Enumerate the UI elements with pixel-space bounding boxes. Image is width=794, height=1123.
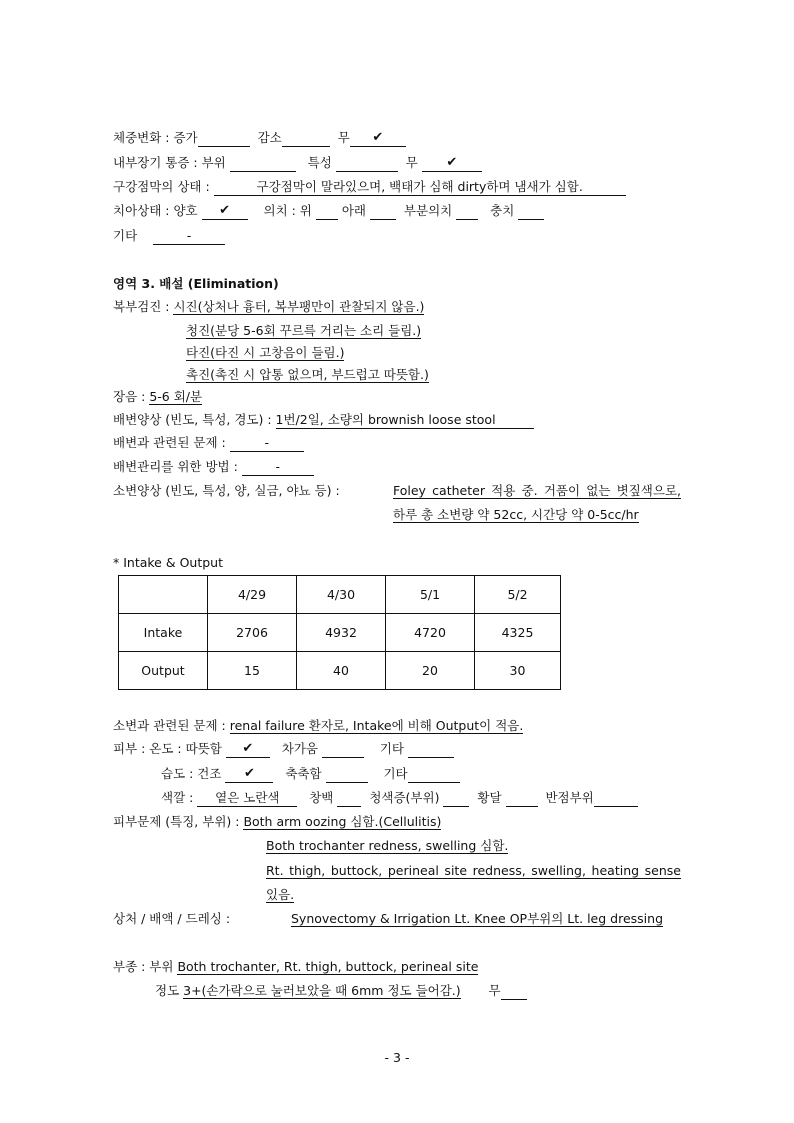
edema-row	[113, 958, 478, 976]
skin-problem-line3: Rt. thigh, buttock, perineal site redness, swelling, heating sense 있음.	[266, 863, 681, 902]
skin-temp-other-label: 기타	[379, 741, 408, 756]
table-header-date: 5/2	[475, 576, 561, 614]
table-row	[119, 614, 561, 652]
organ-pain-none-label: 무	[405, 155, 422, 170]
table-header-date: 5/1	[386, 576, 475, 614]
wound-value-block	[291, 907, 681, 931]
edema-degree-row	[155, 982, 527, 1000]
organ-pain-label: 내부장기 통증 : 부위	[113, 155, 230, 170]
skin-cyanosis-blank	[443, 791, 469, 807]
check-mark-icon: ✔	[242, 741, 254, 756]
skin-cyanosis-label: 청색증(부위)	[369, 790, 444, 805]
urine-value-block	[393, 479, 681, 527]
urine-label: 소변양상 (빈도, 특성, 양, 실금, 야뇨 등) :	[113, 483, 340, 498]
edema-none-blank	[501, 984, 527, 1000]
stool-label: 배변양상 (빈도, 특성, 경도) :	[113, 412, 276, 427]
skin-problem-block-3	[266, 859, 681, 907]
section3-title: 영역 3. 배설 (Elimination)	[113, 276, 279, 291]
teeth-partial-blank	[456, 204, 478, 220]
check-mark-icon: ✔	[243, 766, 255, 781]
abdomen-row-4	[186, 366, 429, 384]
other-row	[113, 227, 225, 245]
teeth-denture-label: 의치 : 위	[263, 203, 316, 218]
skin-moist-label: 습도 : 건조	[161, 766, 226, 781]
bowel-sound-label: 장음 :	[113, 389, 150, 404]
teeth-upper-blank	[316, 204, 338, 220]
teeth-cavity-blank	[518, 204, 544, 220]
skin-wet-label: 축축함	[285, 766, 326, 781]
table-header-date: 4/30	[297, 576, 386, 614]
teeth-cavity-label: 충치	[490, 203, 519, 218]
skin-temp-other-blank	[408, 742, 454, 758]
output-cell: 15	[208, 652, 297, 690]
stool-method-value: -	[242, 459, 314, 476]
skin-wet-blank	[326, 767, 368, 783]
check-mark-icon: ✔	[446, 155, 458, 170]
urine-problem-label: 소변과 관련된 문제 :	[113, 718, 230, 733]
abdomen-row-3	[186, 344, 344, 362]
skin-problem-line1: Both arm oozing 심함.(Cellulitis)	[243, 814, 442, 829]
weight-none-label: 무	[337, 130, 350, 145]
abdomen-row-1	[113, 298, 424, 316]
table-row	[119, 576, 561, 614]
skin-temp-row	[113, 740, 454, 758]
intake-cell: 4932	[297, 614, 386, 652]
skin-problem-label: 피부문제 (특징, 부위) :	[113, 814, 244, 829]
organ-pain-site-blank	[230, 156, 296, 172]
stool-problem-value: -	[230, 435, 304, 452]
edema-degree-label: 정도	[155, 983, 184, 998]
stool-problem-label: 배변과 관련된 문제 :	[113, 435, 230, 450]
abdomen-inspect: 시진(상처나 흉터, 복부팽만이 관찰되지 않음.)	[173, 299, 425, 314]
stool-value: 1번/2일, 소량의 brownish loose stool	[276, 412, 534, 429]
skin-color-value: 옅은 노란색	[197, 790, 297, 807]
skin-pale-blank	[337, 791, 361, 807]
organ-pain-none-blank	[422, 154, 482, 172]
oral-mucosa-value: 구강점막이 말라있으며, 백태가 심해 dirty하며 냄새가 심함.	[214, 179, 626, 196]
skin-color-label: 색깔 :	[161, 790, 198, 805]
urine-value: Foley catheter 적용 중. 거품이 없는 볏짚색으로, 하루 총 소변량 약 52cc, 시간당 약 0-5cc/hr	[393, 483, 681, 522]
urine-problem-value: renal failure 환자로, Intake에 비해 Output이 적음.	[229, 718, 524, 733]
abdomen-auscult: 청진(분당 5-6회 꾸르륵 거리는 소리 들림.)	[186, 323, 422, 338]
output-row-label: Output	[119, 652, 208, 690]
skin-temp-label: 피부 : 온도 : 따뜻함	[113, 741, 226, 756]
teeth-lower-blank	[370, 204, 396, 220]
edema-label: 부종 : 부위	[113, 959, 178, 974]
skin-jaundice-label: 황달	[477, 790, 506, 805]
table-header-date: 4/29	[208, 576, 297, 614]
intake-output-table	[118, 575, 561, 690]
urine-problem-row	[113, 717, 523, 735]
teeth-good-blank	[202, 202, 248, 220]
teeth-partial-label: 부분의치	[403, 203, 457, 218]
abdomen-percuss: 타진(타진 시 고창음이 들림.)	[186, 345, 345, 360]
stool-method-row	[113, 458, 314, 476]
abdomen-row-2	[186, 322, 421, 340]
intake-cell: 4720	[386, 614, 475, 652]
organ-pain-trait-label: 특성	[307, 155, 336, 170]
abdomen-palpate: 촉진(촉진 시 압통 없으며, 부드럽고 따뜻함.)	[186, 367, 429, 382]
edema-none-label: 무	[488, 983, 501, 998]
check-mark-icon: ✔	[219, 203, 231, 218]
output-cell: 20	[386, 652, 475, 690]
teeth-good-label: 치아상태 : 양호	[113, 203, 202, 218]
output-cell: 40	[297, 652, 386, 690]
stool-problem-row	[113, 434, 304, 452]
skin-cold-blank	[322, 742, 364, 758]
abdomen-label: 복부검진 :	[113, 299, 174, 314]
organ-pain-row	[113, 154, 482, 172]
teeth-lower-label: 아래	[341, 203, 370, 218]
edema-site: Both trochanter, Rt. thigh, buttock, perineal site	[177, 959, 479, 974]
skin-jaundice-blank	[506, 791, 538, 807]
skin-cold-label: 차가움	[281, 741, 322, 756]
weight-change-label: 체중변화 :	[113, 130, 174, 145]
skin-pale-label: 창백	[309, 790, 338, 805]
table-row	[119, 652, 561, 690]
skin-problem-line2: Both trochanter redness, swelling 심함.	[266, 838, 509, 853]
intake-cell: 2706	[208, 614, 297, 652]
weight-increase-blank	[198, 131, 250, 147]
skin-spot-label: 반점부위	[545, 790, 594, 805]
table-cell-empty	[119, 576, 208, 614]
skin-color-row	[161, 789, 638, 807]
other-value: -	[153, 228, 225, 245]
skin-problem-row	[113, 813, 441, 831]
check-mark-icon: ✔	[372, 130, 384, 145]
skin-moist-other-blank	[408, 767, 460, 783]
organ-pain-trait-blank	[336, 156, 398, 172]
skin-warm-blank	[226, 740, 270, 758]
skin-moist-row	[161, 765, 460, 783]
bowel-sound-row	[113, 388, 202, 406]
weight-increase-label: 증가	[173, 130, 198, 145]
skin-moist-other-label: 기타	[383, 766, 408, 781]
oral-mucosa-label: 구강점막의 상태 :	[113, 179, 214, 194]
wound-value: Synovectomy & Irrigation Lt. Knee OP부위의 Lt. leg dressing	[291, 911, 663, 926]
page-number: - 3 -	[384, 1050, 410, 1065]
bowel-sound-value: 5-6 회/분	[149, 389, 203, 404]
edema-degree: 3+(손가락으로 눌러보았을 때 6mm 정도 들어감.)	[183, 983, 461, 998]
skin-problem-row-2	[266, 837, 508, 855]
weight-change-row	[113, 129, 406, 147]
skin-dry-blank	[225, 765, 273, 783]
weight-decrease-blank	[282, 131, 330, 147]
wound-label: 상처 / 배액 / 드레싱 :	[113, 911, 231, 926]
intake-row-label: Intake	[119, 614, 208, 652]
intake-cell: 4325	[475, 614, 561, 652]
oral-mucosa-row	[113, 178, 626, 196]
weight-decrease-label: 감소	[257, 130, 282, 145]
io-title: * Intake & Output	[113, 555, 223, 570]
other-label: 기타	[113, 228, 142, 243]
stool-row	[113, 411, 534, 429]
teeth-row	[113, 202, 544, 220]
output-cell: 30	[475, 652, 561, 690]
weight-none-blank	[350, 129, 406, 147]
skin-spot-blank	[594, 791, 638, 807]
stool-method-label: 배변관리를 위한 방법 :	[113, 459, 242, 474]
